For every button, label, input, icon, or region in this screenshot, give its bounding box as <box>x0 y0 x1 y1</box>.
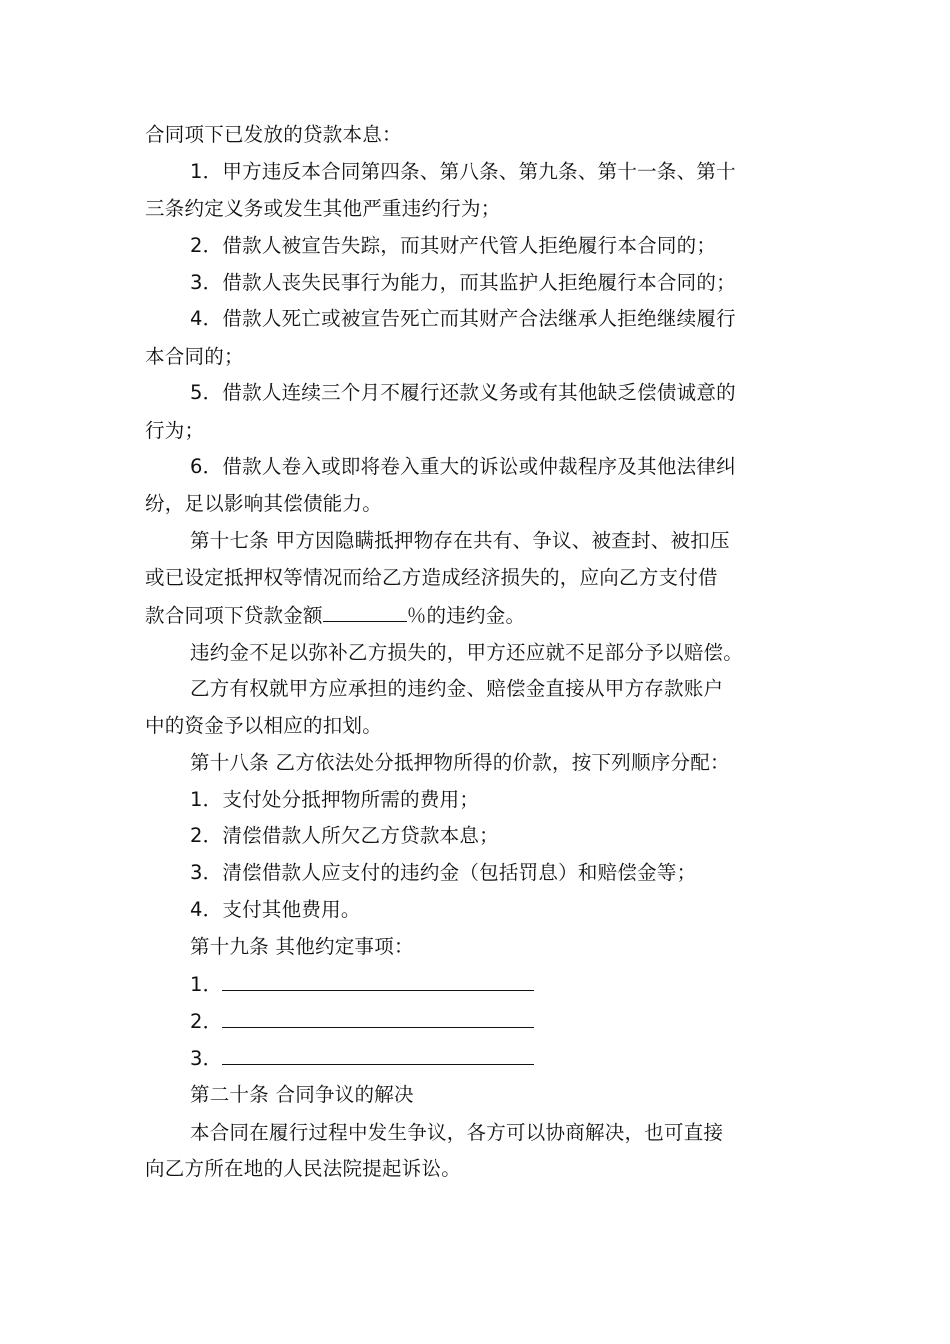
text-fragment: ％的违约金。 <box>406 604 526 627</box>
text-line: 纷，足以影响其偿债能力。 <box>145 492 383 515</box>
text-line: 或已设定抵押权等情况而给乙方造成经济损失的，应向乙方支付借 <box>145 566 718 589</box>
blank-field <box>222 971 534 991</box>
text-line <box>145 602 525 628</box>
text-line: 第十七条 甲方因隐瞒抵押物存在共有、争议、被查封、被扣压 <box>190 529 730 552</box>
text-line: 本合同的； <box>145 345 244 368</box>
text-line: 5．借款人连续三个月不履行还款义务或有其他缺乏偿债诚意的 <box>190 381 736 404</box>
text-fragment: 款合同项下贷款金额 <box>145 604 323 627</box>
text-line: 6．借款人卷入或即将卷入重大的诉讼或仲裁程序及其他法律纠 <box>190 455 736 478</box>
text-line: 3．清偿借款人应支付的违约金（包括罚息）和赔偿金等； <box>190 861 697 884</box>
text-line: 向乙方所在地的人民法院提起诉讼。 <box>145 1157 462 1180</box>
text-fragment: 2． <box>190 1010 223 1033</box>
text-line: 2．清偿借款人所欠乙方贷款本息； <box>190 824 499 847</box>
text-line: 2．借款人被宣告失踪，而其财产代管人拒绝履行本合同的； <box>190 234 717 257</box>
text-line: 第十八条 乙方依法处分抵押物所得的价款，按下列顺序分配： <box>190 751 730 774</box>
text-line: 1．甲方违反本合同第四条、第八条、第九条、第十一条、第十 <box>190 160 736 183</box>
text-fragment: 3． <box>190 1047 223 1070</box>
text-line: 中的资金予以相应的扣划。 <box>145 714 383 737</box>
text-line <box>190 1008 534 1034</box>
text-line <box>190 971 534 997</box>
text-line: 本合同在履行过程中发生争议，各方可以协商解决，也可直接 <box>190 1121 724 1144</box>
text-line: 第二十条 合同争议的解决 <box>190 1083 414 1106</box>
text-line: 乙方有权就甲方应承担的违约金、赔偿金直接从甲方存款账户 <box>190 677 724 700</box>
blank-field <box>222 1045 534 1065</box>
text-line: 3．借款人丧失民事行为能力，而其监护人拒绝履行本合同的； <box>190 271 736 294</box>
text-line: 1．支付处分抵押物所需的费用； <box>190 788 480 811</box>
text-fragment: 1． <box>190 973 223 996</box>
text-line: 4．借款人死亡或被宣告死亡而其财产合法继承人拒绝继续履行 <box>190 307 736 330</box>
text-line: 违约金不足以弥补乙方损失的，甲方还应就不足部分予以赔偿。 <box>190 641 744 664</box>
text-line <box>190 1045 534 1071</box>
blank-percentage-field <box>323 602 407 622</box>
text-line: 4．支付其他费用。 <box>190 898 361 921</box>
blank-field <box>222 1008 534 1028</box>
text-line: 合同项下已发放的贷款本息： <box>145 123 402 146</box>
text-line: 三条约定义务或发生其他严重违约行为； <box>145 197 501 220</box>
text-line: 第十九条 其他约定事项： <box>190 935 414 958</box>
text-line: 行为； <box>145 419 205 442</box>
